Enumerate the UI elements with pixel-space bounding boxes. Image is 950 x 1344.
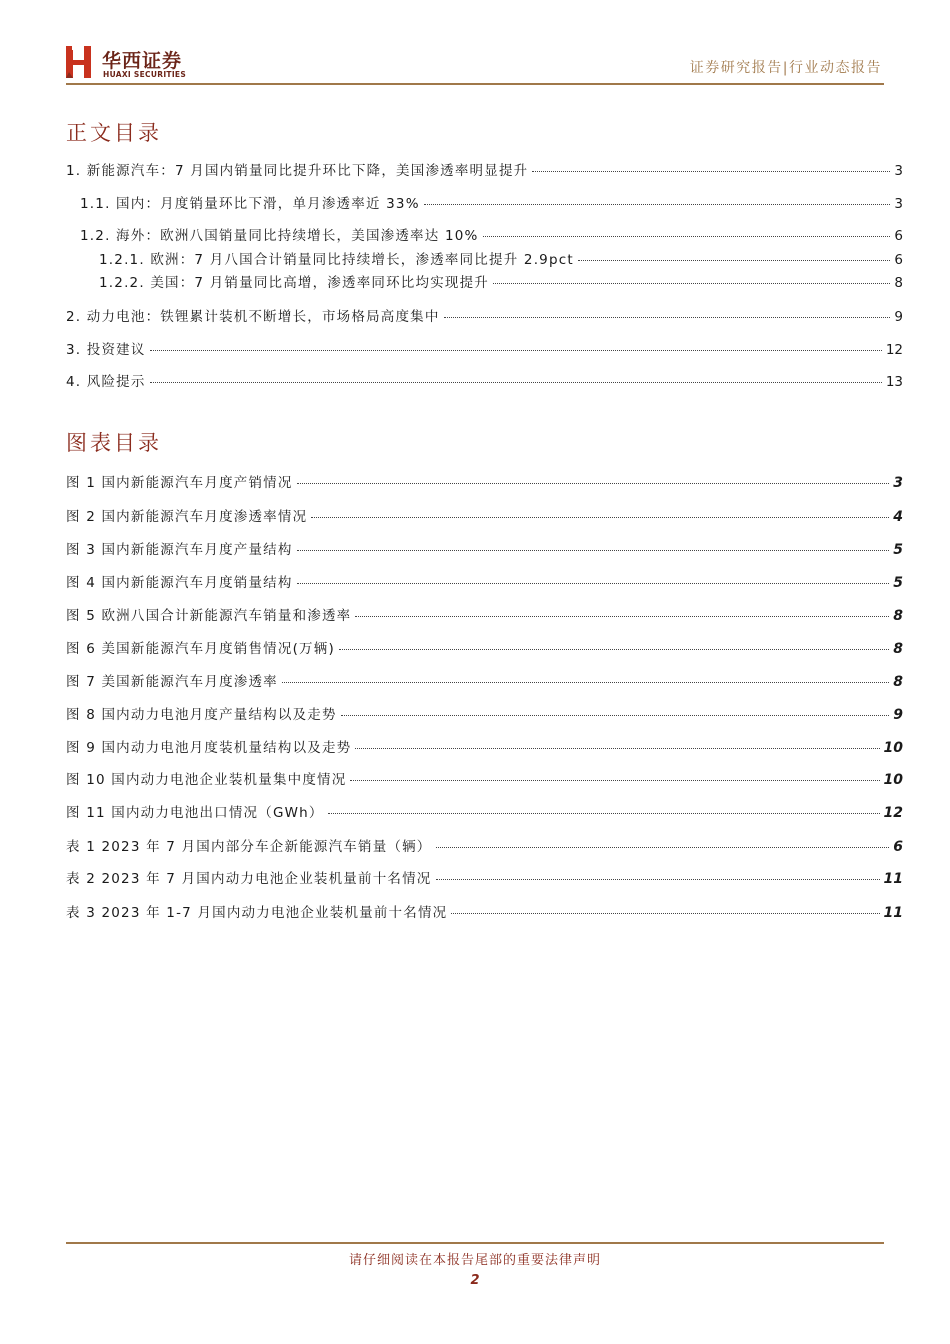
page-header	[0, 0, 950, 90]
toc-entry-page: 6	[894, 228, 903, 244]
toc-title: 正文目录	[66, 121, 162, 145]
dot-leader	[350, 780, 879, 781]
figures-toc-title: 图表目录	[66, 431, 162, 455]
dot-leader	[444, 317, 891, 318]
dot-leader	[483, 236, 891, 237]
figure-entry[interactable]	[66, 538, 903, 558]
figure-entry-label: 图 10 国内动力电池企业装机量集中度情况	[66, 772, 347, 788]
dot-leader	[311, 517, 889, 518]
report-type-label: 证券研究报告|行业动态报告	[689, 60, 882, 76]
dot-leader	[493, 283, 890, 284]
figure-entry-page: 9	[893, 707, 903, 723]
toc-entry-label: 1.2.1. 欧洲：7 月八国合计销量同比持续增长，渗透率同比提升 2.9pct	[99, 252, 574, 268]
dot-leader	[297, 483, 890, 484]
toc-entry-label: 1.2. 海外：欧洲八国销量同比持续增长，美国渗透率达 10%	[80, 228, 479, 244]
figure-entry[interactable]	[66, 801, 903, 821]
figure-entry[interactable]	[66, 571, 903, 591]
table-entry[interactable]	[66, 835, 903, 855]
logo-english-name: HUAXI SECURITIES	[103, 70, 187, 79]
page-number: 2	[470, 1273, 480, 1288]
dot-leader	[297, 550, 890, 551]
dot-leader	[436, 879, 880, 880]
toc-entry-label: 1.1. 国内：月度销量环比下滑，单月渗透率近 33%	[80, 196, 420, 212]
dot-leader	[297, 583, 890, 584]
toc-entry-page: 12	[885, 342, 903, 358]
toc-entry-label: 1.2.2. 美国：7 月销量同比高增，渗透率同环比均实现提升	[99, 275, 490, 291]
table-entry[interactable]	[66, 867, 903, 887]
figure-entry[interactable]	[66, 637, 903, 657]
dot-leader	[355, 616, 889, 617]
table-entry-label: 表 3 2023 年 1-7 月国内动力电池企业装机量前十名情况	[66, 905, 448, 921]
toc-entry[interactable]	[99, 248, 903, 268]
figure-entry-page: 8	[893, 641, 903, 657]
dot-leader	[451, 913, 879, 914]
figure-entry[interactable]	[66, 604, 903, 624]
figure-entry-label: 图 6 美国新能源汽车月度销售情况(万辆)	[66, 641, 335, 657]
toc-entry-label: 2. 动力电池：铁锂累计装机不断增长，市场格局高度集中	[66, 309, 440, 325]
toc-entry[interactable]	[99, 271, 903, 291]
figure-entry-label: 图 8 国内动力电池月度产量结构以及走势	[66, 707, 337, 723]
toc-entry[interactable]	[80, 224, 903, 244]
dot-leader	[150, 382, 882, 383]
figure-entry-label: 图 11 国内动力电池出口情况（GWh）	[66, 805, 324, 821]
figure-entry-label: 图 9 国内动力电池月度装机量结构以及走势	[66, 740, 352, 756]
figure-entry-label: 图 5 欧洲八国合计新能源汽车销量和渗透率	[66, 608, 352, 624]
figure-entry-page: 8	[893, 674, 903, 690]
table-entry-page: 11	[883, 871, 903, 887]
table-entry-label: 表 2 2023 年 7 月国内动力电池企业装机量前十名情况	[66, 871, 432, 887]
toc-entry[interactable]	[80, 192, 903, 212]
figure-entry[interactable]	[66, 471, 903, 491]
toc-entry[interactable]	[66, 159, 903, 179]
footer-divider	[66, 1242, 884, 1244]
figure-entry[interactable]	[66, 670, 903, 690]
figure-entry-label: 图 3 国内新能源汽车月度产量结构	[66, 542, 293, 558]
toc-entry-page: 9	[894, 309, 903, 325]
figure-entry[interactable]	[66, 703, 903, 723]
figure-entry-page: 10	[883, 772, 903, 788]
figure-entry-label: 图 4 国内新能源汽车月度销量结构	[66, 575, 293, 591]
toc-entry-page: 6	[894, 252, 903, 268]
huaxi-logo-icon	[64, 44, 96, 80]
toc-entry[interactable]	[66, 370, 903, 390]
toc-entry[interactable]	[66, 305, 903, 325]
toc-entry-page: 8	[894, 275, 903, 291]
toc-entry-label: 1. 新能源汽车：7 月国内销量同比提升环比下降，美国渗透率明显提升	[66, 163, 529, 179]
dot-leader	[436, 847, 890, 848]
dot-leader	[282, 682, 889, 683]
huaxi-logo	[64, 44, 199, 84]
figure-entry-page: 8	[893, 608, 903, 624]
toc-entry-page: 3	[894, 163, 903, 179]
figure-entry-page: 5	[893, 575, 903, 591]
toc-entry-label: 3. 投资建议	[66, 342, 146, 358]
figure-entry-label: 图 2 国内新能源汽车月度渗透率情况	[66, 509, 308, 525]
figure-entry-page: 3	[893, 475, 903, 491]
figure-entry[interactable]	[66, 505, 903, 525]
toc-entry-label: 4. 风险提示	[66, 374, 146, 390]
dot-leader	[328, 813, 880, 814]
dot-leader	[339, 649, 889, 650]
figure-entry-page: 4	[893, 509, 903, 525]
header-divider	[66, 83, 884, 85]
dot-leader	[424, 204, 891, 205]
figure-entry-page: 5	[893, 542, 903, 558]
table-entry[interactable]	[66, 901, 903, 921]
figure-entry[interactable]	[66, 736, 903, 756]
logo-chinese-name: 华西证券	[102, 50, 183, 72]
table-entry-label: 表 1 2023 年 7 月国内部分车企新能源汽车销量（辆）	[66, 839, 432, 855]
dot-leader	[150, 350, 882, 351]
dot-leader	[532, 171, 890, 172]
figure-entry-page: 12	[883, 805, 903, 821]
figure-entry-label: 图 7 美国新能源汽车月度渗透率	[66, 674, 278, 690]
toc-entry-page: 3	[894, 196, 903, 212]
figure-entry[interactable]	[66, 768, 903, 788]
toc-entry[interactable]	[66, 338, 903, 358]
table-entry-page: 6	[893, 839, 903, 855]
dot-leader	[341, 715, 890, 716]
table-entry-page: 11	[883, 905, 903, 921]
toc-entry-page: 13	[885, 374, 903, 390]
legal-disclaimer: 请仔细阅读在本报告尾部的重要法律声明	[348, 1253, 601, 1268]
dot-leader	[578, 260, 891, 261]
figure-entry-label: 图 1 国内新能源汽车月度产销情况	[66, 475, 293, 491]
dot-leader	[355, 748, 879, 749]
figure-entry-page: 10	[883, 740, 903, 756]
